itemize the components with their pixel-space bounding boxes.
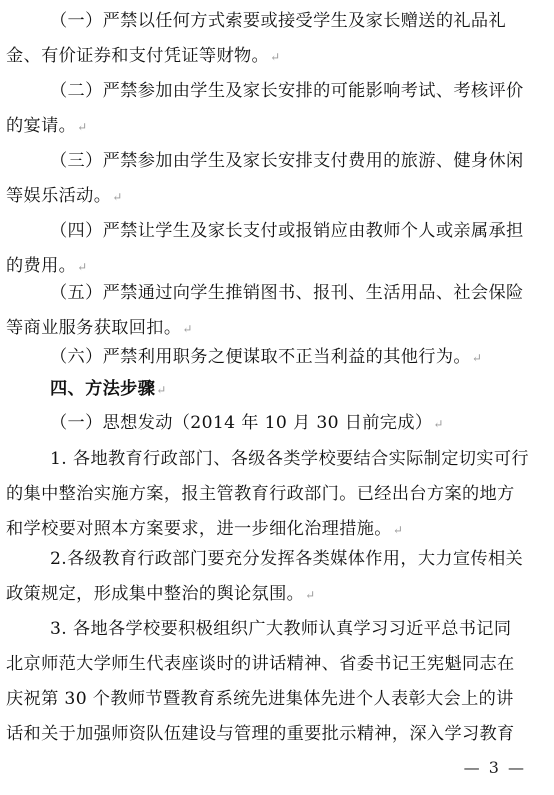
step-item-2 (0, 542, 554, 612)
section-heading (0, 372, 554, 407)
paragraph-line: 话和关于加强师资队伍建设与管理的重要批示精神，深入学习教育 (6, 724, 515, 744)
paragraph-mark-icon: ↵ (433, 417, 444, 431)
paragraph-line: （五）严禁通过向学生推销图书、报刊、生活用品、社会保险 (50, 283, 524, 303)
subheading-line (0, 406, 554, 441)
paragraph-mark-icon: ↵ (471, 351, 483, 365)
paragraph-line (0, 577, 554, 612)
paragraph-line: （三）严禁参加由学生及家长安排支付费用的旅游、健身休闲 (50, 151, 524, 171)
step-item-3 (0, 612, 554, 752)
paragraph-line: （四）严禁让学生及家长支付或报销应由教师个人或亲属承担 (50, 221, 524, 241)
paragraph-mark-icon: ↵ (392, 523, 404, 537)
paragraph-mark-icon: ↵ (270, 50, 281, 64)
paragraph-line: 北京师范大学师生代表座谈时的讲话精神、省委书记王宪魁同志在 (6, 654, 515, 674)
paragraph-line-text: 的宴请。 (6, 116, 77, 136)
paragraph-mark-icon: ↵ (77, 120, 88, 134)
paragraph-line: 庆祝第 30 个教师节暨教育系统先进集体先进个人表彰大会上的讲 (6, 689, 514, 709)
heading-line (0, 372, 554, 407)
paragraph-3 (0, 144, 554, 214)
paragraph-line: （一）严禁以任何方式索要或接受学生及家长赠送的礼品礼 (50, 11, 506, 31)
paragraph-line (0, 340, 554, 375)
paragraph-line-text: 和学校要对照本方案要求，进一步细化治理措施。 (6, 519, 392, 539)
paragraph-line-text: 政策规定，形成集中整治的舆论氛围。 (6, 584, 305, 604)
paragraph-mark-icon: ↵ (182, 322, 193, 336)
paragraph-line (0, 179, 554, 214)
heading-text: 四、方法步骤 (50, 379, 156, 399)
sub-heading (0, 406, 554, 441)
paragraph-mark-icon: ↵ (77, 260, 88, 274)
paragraph-line-text: 的费用。 (6, 256, 77, 276)
paragraph-line: 2.各级教育行政部门要充分发挥各类媒体作用，大力宣传相关 (50, 549, 524, 569)
paragraph-line: 的集中整治实施方案，报主管教育行政部门。已经出台方案的地方 (6, 484, 515, 504)
paragraph-1 (0, 4, 554, 74)
paragraph-line: 1. 各地教育行政部门、各级各类学校要结合实际制定切实可行 (50, 449, 529, 469)
paragraph-line: （二）严禁参加由学生及家长安排的可能影响考试、考核评价 (50, 81, 524, 101)
step-item-1 (0, 442, 554, 547)
paragraph-mark-icon: ↵ (156, 383, 167, 397)
paragraph-mark-icon: ↵ (112, 190, 123, 204)
paragraph-line-text: 等娱乐活动。 (6, 186, 112, 206)
paragraph-line (0, 39, 554, 74)
subheading-text: （一）思想发动（2014 年 10 月 30 日前完成） (50, 413, 433, 433)
paragraph-line-text: 等商业服务获取回扣。 (6, 318, 182, 338)
page-number: — 3 — (463, 758, 526, 777)
paragraph-4 (0, 214, 554, 284)
paragraph-6 (0, 340, 554, 375)
paragraph-line: 3. 各地各学校要积极组织广大教师认真学习习近平总书记同 (50, 619, 512, 639)
paragraph-2 (0, 74, 554, 144)
paragraph-line (0, 109, 554, 144)
paragraph-line-text: （六）严禁利用职务之便谋取不正当利益的其他行为。 (50, 347, 471, 367)
paragraph-mark-icon: ↵ (305, 588, 316, 602)
paragraph-5 (0, 276, 554, 346)
paragraph-line-text: 金、有价证券和支付凭证等财物。 (6, 46, 270, 66)
